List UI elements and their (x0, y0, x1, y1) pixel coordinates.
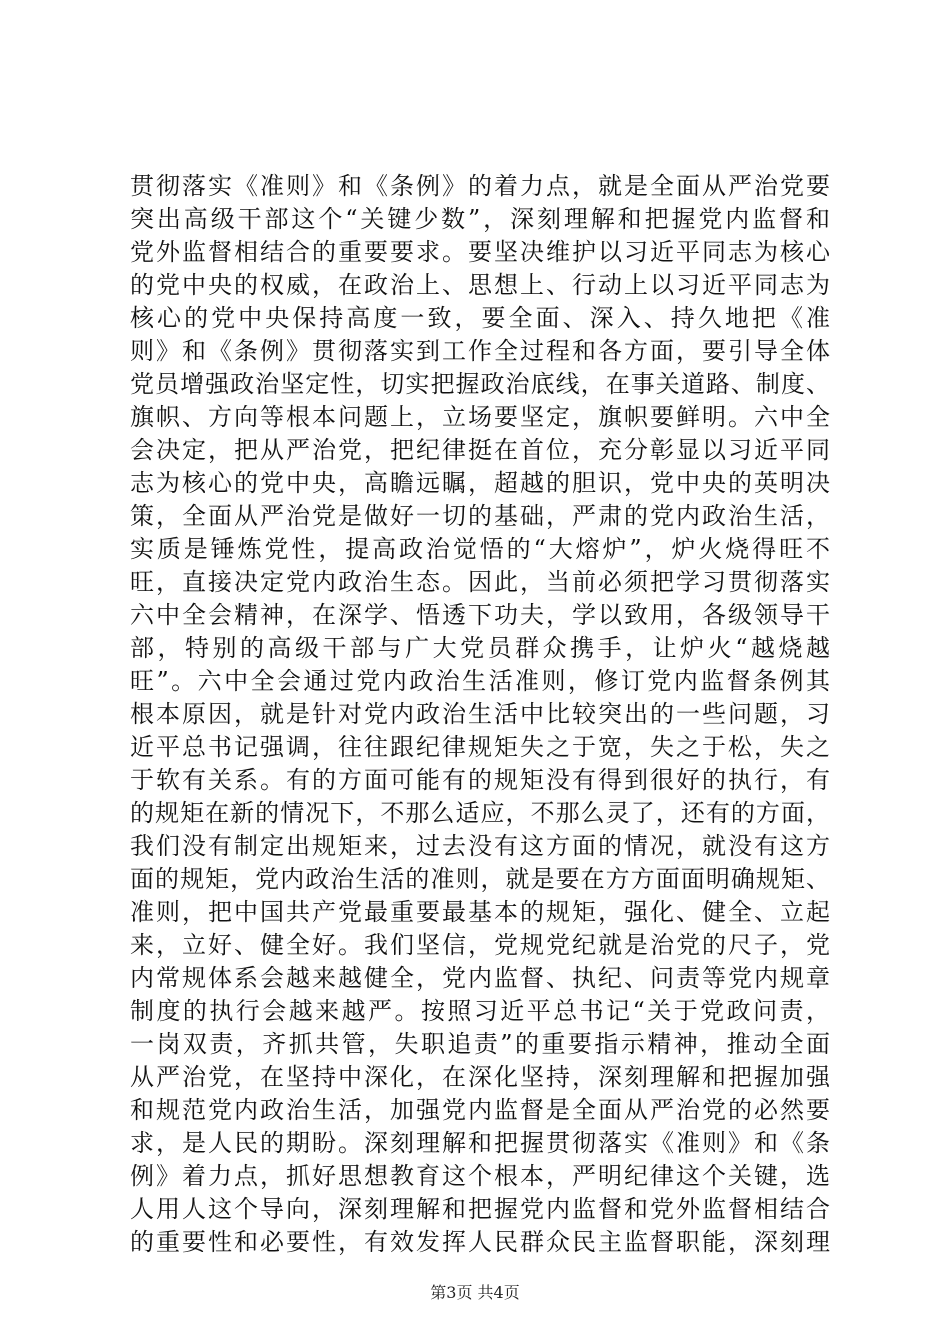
text-line: 贯彻落实《准则》和《条例》的着力点，就是全面从严治党要 (130, 172, 830, 200)
text-line: 例》着力点，抓好思想教育这个根本，严明纪律这个关键，选 (130, 1162, 830, 1190)
text-line: 志为核心的党中央，高瞻远瞩，超越的胆识，党中央的英明决 (130, 469, 830, 497)
text-line: 内常规体系会越来越健全，党内监督、执纪、问责等党内规章 (130, 964, 830, 992)
text-line: 策，全面从严治党是做好一切的基础，严肃的党内政治生活， (130, 502, 830, 530)
text-line: 旺”。六中全会通过党内政治生活准则，修订党内监督条例其 (130, 667, 830, 695)
text-line: 突出高级干部这个“关键少数”，深刻理解和把握党内监督和 (130, 205, 830, 233)
text-line: 求，是人民的期盼。深刻理解和把握贯彻落实《准则》和《条 (130, 1129, 830, 1157)
text-line: 面的规矩，党内政治生活的准则，就是要在方方面面明确规矩、 (130, 865, 830, 893)
text-line: 从严治党，在坚持中深化，在深化坚持，深刻理解和把握加强 (130, 1063, 830, 1091)
text-line: 准则，把中国共产党最重要最基本的规矩，强化、健全、立起 (130, 898, 830, 926)
text-line: 根本原因，就是针对党内政治生活中比较突出的一些问题，习 (130, 700, 830, 728)
body-text (130, 170, 830, 1259)
text-line: 一岗双责，齐抓共管，失职追责”的重要指示精神，推动全面 (130, 1030, 830, 1058)
text-line: 党外监督相结合的重要要求。要坚决维护以习近平同志为核心 (130, 238, 830, 266)
text-line: 的规矩在新的情况下，不那么适应，不那么灵了，还有的方面， (130, 799, 830, 827)
text-line: 部，特别的高级干部与广大党员群众携手，让炉火“越烧越 (130, 634, 830, 662)
text-line: 旗帜、方向等根本问题上，立场要坚定，旗帜要鲜明。六中全 (130, 403, 830, 431)
text-line: 的重要性和必要性，有效发挥人民群众民主监督职能，深刻理 (130, 1228, 830, 1256)
text-line: 会决定，把从严治党，把纪律挺在首位，充分彰显以习近平同 (130, 436, 830, 464)
text-line: 和规范党内政治生活，加强党内监督是全面从严治党的必然要 (130, 1096, 830, 1124)
text-line: 我们没有制定出规矩来，过去没有这方面的情况，就没有这方 (130, 832, 830, 860)
text-line: 旺，直接决定党内政治生态。因此，当前必须把学习贯彻落实 (130, 568, 830, 596)
page-footer: 第3页 共4页 (430, 1283, 520, 1302)
text-line: 实质是锤炼党性，提高政治觉悟的“大熔炉”，炉火烧得旺不 (130, 535, 830, 563)
text-line: 党员增强政治坚定性，切实把握政治底线，在事关道路、制度、 (130, 370, 830, 398)
text-line: 来，立好、健全好。我们坚信，党规党纪就是治党的尺子，党 (130, 931, 830, 959)
text-line: 核心的党中央保持高度一致，要全面、深入、持久地把《准 (130, 304, 830, 332)
text-line: 人用人这个导向，深刻理解和把握党内监督和党外监督相结合 (130, 1195, 830, 1223)
text-line: 于软有关系。有的方面可能有的规矩没有得到很好的执行，有 (130, 766, 830, 794)
text-line: 近平总书记强调，往往跟纪律规矩失之于宽，失之于松，失之 (130, 733, 830, 761)
text-line: 则》和《条例》贯彻落实到工作全过程和各方面，要引导全体 (130, 337, 830, 365)
text-line: 六中全会精神，在深学、悟透下功夫，学以致用，各级领导干 (130, 601, 830, 629)
text-line: 的党中央的权威，在政治上、思想上、行动上以习近平同志为 (130, 271, 830, 299)
text-line: 制度的执行会越来越严。按照习近平总书记“关于党政问责， (130, 997, 830, 1025)
